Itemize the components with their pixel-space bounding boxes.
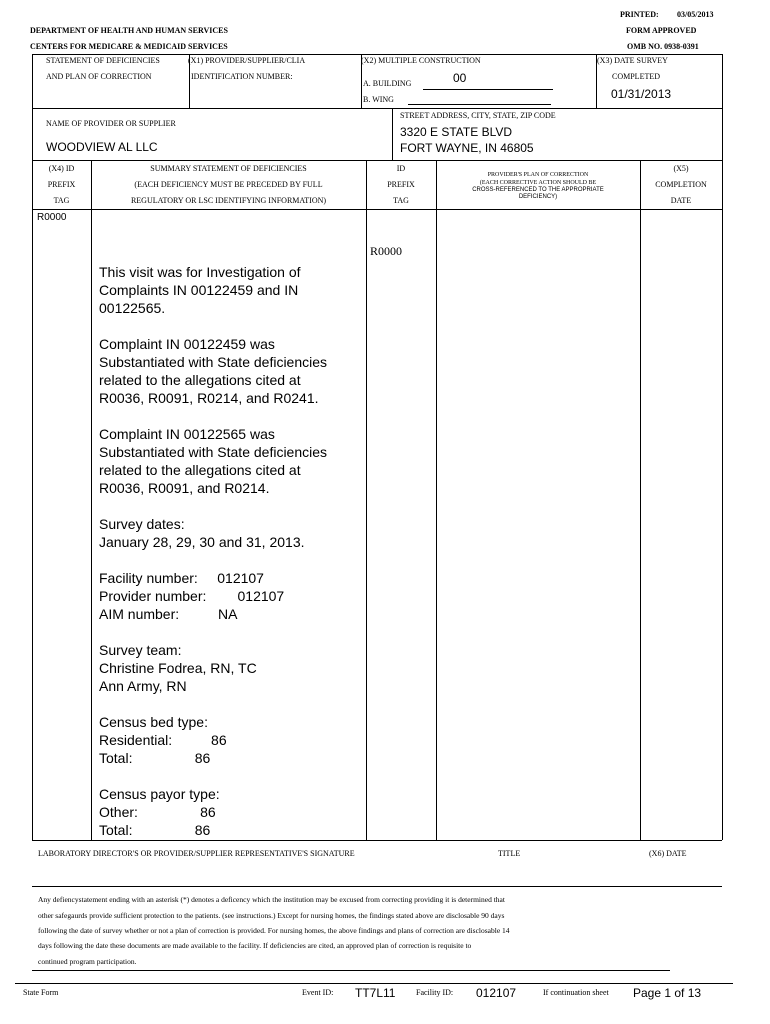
summary-line (99, 695, 327, 713)
signature-rule (32, 886, 722, 887)
disclaimer-line-3: following the date of survey whether or not a plan of correction is provided. For nursing homes, the above findings and plans of correction are disclosable 14 (38, 926, 510, 935)
x5-header: (X5) (673, 164, 689, 173)
event-id-label: Event ID: (302, 988, 334, 997)
completed-label: COMPLETED (612, 72, 660, 81)
facility-id-value: 012107 (476, 986, 517, 1000)
signature-label: LABORATORY DIRECTOR'S OR PROVIDER/SUPPLIER REPRESENTATIVE'S SIGNATURE (38, 849, 355, 858)
wing-label: B. WING (363, 95, 394, 104)
id-header: ID (396, 164, 406, 173)
printed-label: PRINTED: (620, 10, 659, 19)
disclaimer-line-4: days following the date these documents are made available to the facility. If deficiencies are cited, an approved plan of correction is requisite to (38, 941, 472, 950)
disclaimer-line-5: continued program participation. (38, 957, 137, 966)
tag2-header: TAG (393, 196, 409, 205)
summary-line: Survey dates: (99, 516, 185, 532)
summary-line (99, 551, 327, 569)
summary-line: Residential: 86 (99, 732, 227, 748)
page-number: Page 1 of 13 (633, 986, 702, 1000)
x3-label: (X3) DATE SURVEY (597, 56, 668, 65)
summary-header-2: (EACH DEFICIENCY MUST BE PRECEDED BY FULL (134, 180, 323, 189)
summary-line: Total: 86 (99, 750, 211, 766)
plan-header-2: (EACH CORRECTIVE ACTION SHOULD BE (479, 180, 597, 186)
provider-label: NAME OF PROVIDER OR SUPPLIER (46, 119, 176, 128)
summary-line: Census payor type: (99, 786, 220, 802)
department-title: DEPARTMENT OF HEALTH AND HUMAN SERVICES (30, 26, 228, 35)
summary-line: Complaint IN 00122459 was (99, 336, 275, 352)
plan-header-1: PROVIDER'S PLAN OF CORRECTION (487, 172, 589, 178)
summary-line: related to the allegations cited at (99, 462, 301, 478)
footer-rule (15, 983, 733, 984)
summary-line: related to the allegations cited at (99, 372, 301, 388)
completion-header: COMPLETION (655, 180, 707, 189)
summary-line: R0036, R0091, and R0214. (99, 480, 270, 496)
title-label: TITLE (498, 849, 521, 858)
summary-line: Survey team: (99, 642, 182, 658)
summary-line: Christine Fodrea, RN, TC (99, 660, 257, 676)
continuation-label: If continuation sheet (543, 988, 609, 997)
summary-line: Substantiated with State deficiencies (99, 444, 328, 460)
summary-header-1: SUMMARY STATEMENT OF DEFICIENCIES (150, 164, 307, 173)
plan-header-4: DEFICIENCY) (518, 194, 558, 200)
summary-line: Facility number: 012107 (99, 570, 264, 586)
x1-label-1: (X1) PROVIDER/SUPPLIER/CLIA (188, 56, 306, 65)
summary-line: January 28, 29, 30 and 31, 2013. (99, 534, 305, 550)
address-label: STREET ADDRESS, CITY, STATE, ZIP CODE (400, 111, 556, 120)
plan-header-3: CROSS-REFERENCED TO THE APPROPRIATE (472, 187, 604, 193)
summary-line (99, 623, 327, 641)
x6-date-label: (X6) DATE (649, 849, 687, 858)
building-value: 00 (453, 71, 467, 85)
summary-line: Ann Army, RN (99, 678, 187, 694)
summary-line: This visit was for Investigation of (99, 264, 301, 280)
summary-line (99, 407, 327, 425)
form-approved: FORM APPROVED (626, 26, 697, 35)
deficiency-summary-text (99, 263, 327, 839)
summary-line: Complaint IN 00122565 was (99, 426, 275, 442)
tag-header: TAG (53, 196, 70, 205)
survey-date: 01/31/2013 (611, 87, 672, 101)
omb-number: OMB NO. 0938-0391 (627, 42, 699, 51)
x1-label-2: IDENTIFICATION NUMBER: (191, 72, 293, 81)
summary-line: Census bed type: (99, 714, 208, 730)
wing-underline (408, 104, 551, 105)
entry-id-tag: R0000 (370, 244, 403, 258)
provider-name: WOODVIEW AL LLC (46, 140, 158, 154)
prefix-header: PREFIX (47, 180, 76, 189)
disclaimer-rule (32, 970, 670, 971)
summary-line: Total: 86 (99, 822, 211, 838)
entry-prefix-tag: R0000 (37, 212, 67, 223)
disclaimer-line-1: Any defiencystatement ending with an asterisk (*) denotes a deficency which the institution may be excused from correcting providing it is determined that (38, 895, 505, 904)
building-underline (423, 89, 553, 90)
printed-date: 03/05/2013 (677, 10, 714, 19)
summary-line: AIM number: NA (99, 606, 238, 622)
address-line-2: FORT WAYNE, IN 46805 (400, 141, 534, 155)
summary-line: 00122565. (99, 300, 166, 316)
summary-line: Complaints IN 00122459 and IN (99, 282, 299, 298)
summary-line: Other: 86 (99, 804, 216, 820)
disclaimer-line-2: other safegaurds provide sufficient protection to the patients. (see instructions.) Except for nursing homes, the findings stated above are disclosable 90 days (38, 911, 505, 920)
summary-line (99, 767, 327, 785)
x4-id-header: (X4) ID (48, 164, 75, 173)
event-id-value: TT7L11 (355, 986, 396, 1000)
centers-title: CENTERS FOR MEDICARE & MEDICAID SERVICES (30, 42, 228, 51)
summary-line: R0036, R0091, R0214, and R0241. (99, 390, 319, 406)
date-header: DATE (670, 196, 692, 205)
summary-header-3: REGULATORY OR LSC IDENTIFYING INFORMATION) (130, 196, 327, 205)
prefix2-header: PREFIX (387, 180, 415, 189)
summary-line (99, 317, 327, 335)
summary-line: Substantiated with State deficiencies (99, 354, 328, 370)
summary-line: Provider number: 012107 (99, 588, 285, 604)
statement-label-1: STATEMENT OF DEFICIENCIES (46, 56, 160, 65)
building-label: A. BUILDING (363, 79, 412, 88)
state-form-label: State Form (23, 988, 59, 997)
statement-label-2: AND PLAN OF CORRECTION (46, 72, 152, 81)
summary-line (99, 497, 327, 515)
x2-label: (X2) MULTIPLE CONSTRUCTION (361, 56, 481, 65)
address-line-1: 3320 E STATE BLVD (400, 125, 513, 139)
facility-id-label: Facility ID: (416, 988, 454, 997)
